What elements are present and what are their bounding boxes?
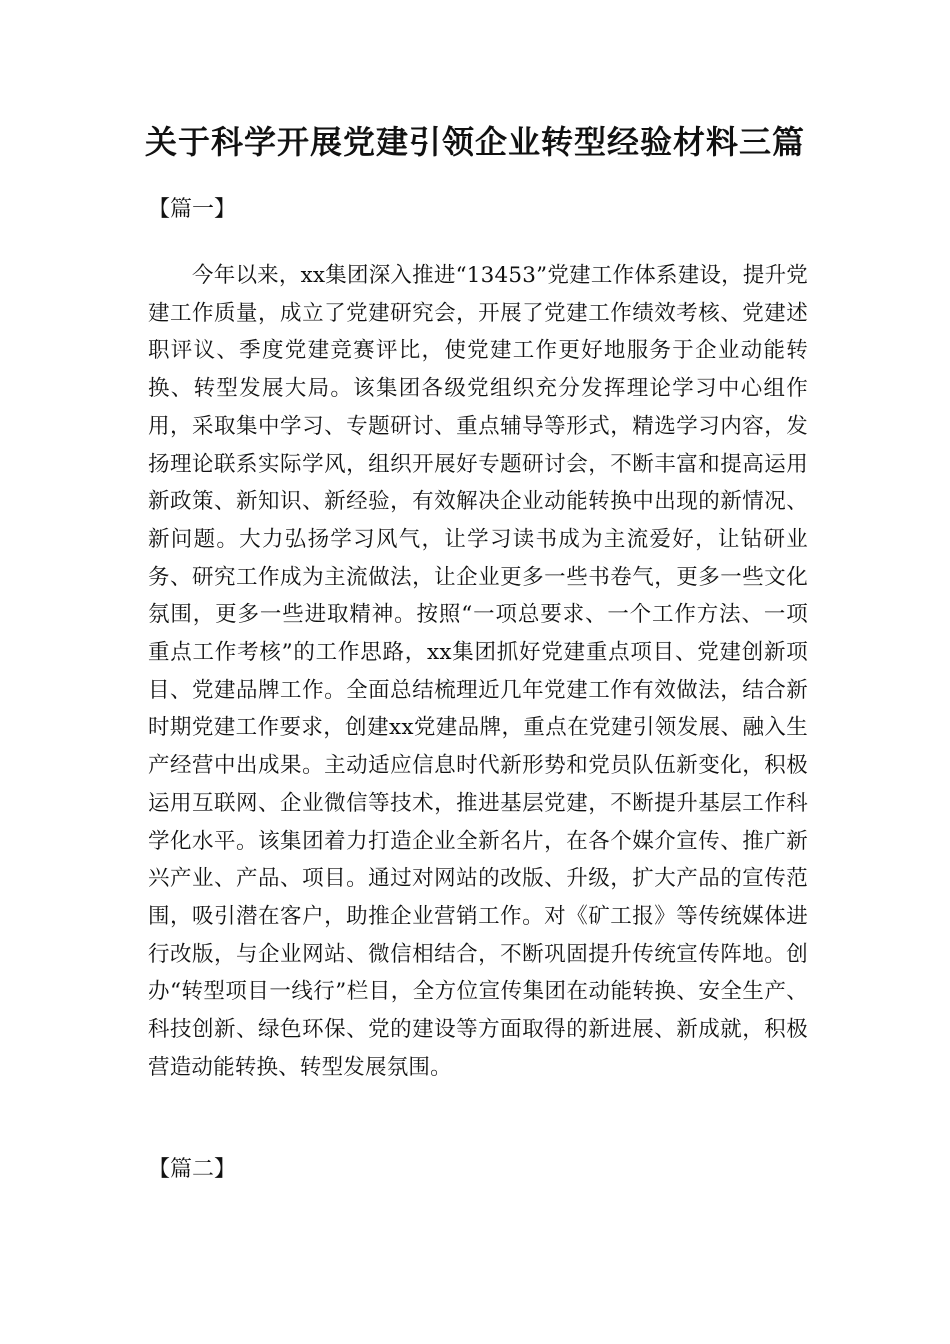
section-label-1: 【篇一】 (148, 197, 237, 222)
section-label-2: 【篇二】 (148, 1157, 237, 1182)
section-1-paragraph: 今年以来，xx集团深入推进“13453”党建工作体系建设，提升党建工作质量，成立了党建研究会，开展了党建工作绩效考核、党建述职评议、季度党建竞赛评比，使党建工作更好地服务于企业动能转换、转型发展大局。该集团各级党组织充分发挥理论学习中心组作用，采取集中学习、专题研讨、重点辅导等形式，精选学习内容，发扬理论联系实际学风，组织开展好专题研讨会，不断丰富和提高运用新政策、新知识、新经验，有效解决企业动能转换中出现的新情况、新问题。大力弘扬学习风气，让学习读书成为主流爱好，让钻研业务、研究工作成为主流做法，让企业更多一些书卷气，更多一些文化氛围，更多一些进取精神。按照“一项总要求、一个工作方法、一项重点工作考核”的工作思路，xx集团抓好党建重点项目、党建创新项目、党建品牌工作。全面总结梳理近几年党建工作有效做法，结合新时期党建工作要求，创建xx党建品牌，重点在党建引领发展、融入生产经营中出成果。主动适应信息时代新形势和党员队伍新变化，积极运用互联网、企业微信等技术，推进基层党建，不断提升基层工作科学化水平。该集团着力打造企业全新名片，在各个媒介宣传、推广新兴产业、产品、项目。通过对网站的改版、升级，扩大产品的宣传范围，吸引潜在客户，助推企业营销工作。对《矿工报》等传统媒体进行改版，与企业网站、微信相结合，不断巩固提升传统宣传阵地。创办“转型项目一线行”栏目，全方位宣传集团在动能转换、安全生产、科技创新、绿色环保、党的建设等方面取得的新进展、新成就，积极营造动能转换、转型发展氛围。 (148, 263, 808, 1080)
document-title: 关于科学开展党建引领企业转型经验材料三篇 (144, 123, 805, 161)
